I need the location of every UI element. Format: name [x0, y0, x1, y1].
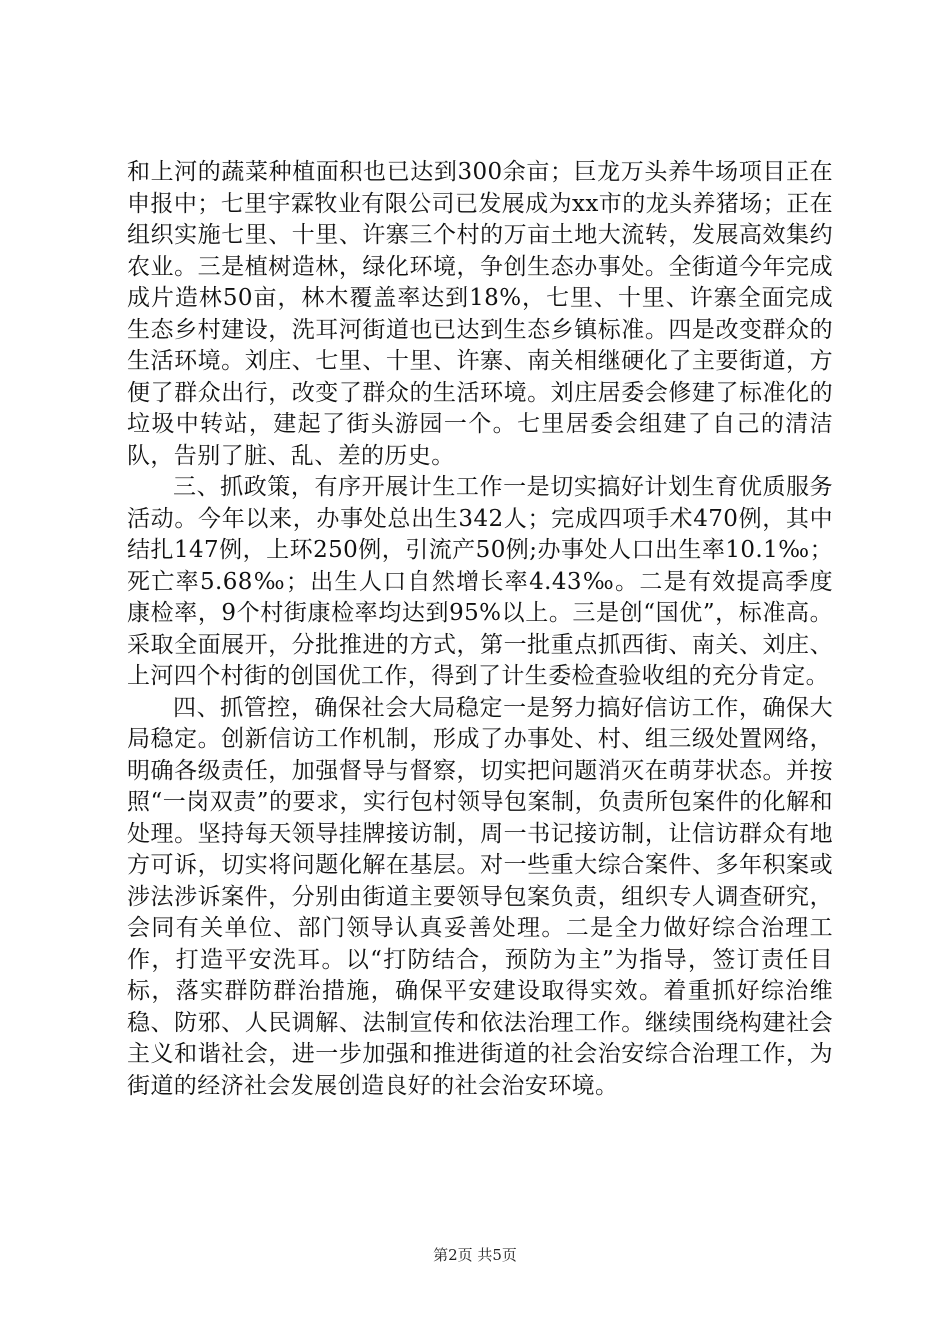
- paragraph-family-planning: 三、抓政策，有序开展计生工作一是切实搞好计划生育优质服务活动。今年以来，办事处总出生342人；完成四项手术470例，其中结扎147例，上环250例，引流产50例;办事处人口出生率10.1‰；死亡率5.68‰；出生人口自然增长率4.43‰。二是有效提高季度康检率，9个村街康检率均达到95%以上。三是创“国优”，标准高。采取全面展开，分批推进的方式，第一批重点抓西街、南关、刘庄、上河四个村街的创国优工作，得到了计生委检查验收组的充分肯定。: [127, 474, 833, 689]
- paragraph-environment: 和上河的蔬菜种植面积也已达到300余亩；巨龙万头养牛场项目正在申报中；七里宇霖牧业有限公司已发展成为xx市的龙头养猪场；正在组织实施七里、十里、许寨三个村的万亩土地大流转，发展高效集约农业。三是植树造林，绿化环境，争创生态办事处。全街道今年完成成片造林50亩，林木覆盖率达到18%，七里、十里、许寨全面完成生态乡村建设，洗耳河街道也已达到生态乡镇标准。四是改变群众的生活环境。刘庄、七里、十里、许寨、南关相继硬化了主要街道，方便了群众出行，改变了群众的生活环境。刘庄居委会修建了标准化的垃圾中转站，建起了街头游园一个。七里居委会组建了自己的清洁队，告别了脏、乱、差的历史。: [127, 159, 833, 469]
- page-footer: 第2页 共5页: [433, 1246, 517, 1264]
- paragraph-social-stability: 四、抓管控，确保社会大局稳定一是努力搞好信访工作，确保大局稳定。创新信访工作机制，形成了办事处、村、组三级处置网络，明确各级责任，加强督导与督察，切实把问题消灭在萌芽状态。并按照“一岗双责”的要求，实行包村领导包案制，负责所包案件的化解和处理。坚持每天领导挂牌接访制，周一书记接访制，让信访群众有地方可诉，切实将问题化解在基层。对一些重大综合案件、多年积案或涉法涉诉案件，分别由街道主要领导包案负责，组织专人调查研究，会同有关单位、部门领导认真妥善处理。二是全力做好综合治理工作，打造平安洗耳。以“打防结合，预防为主”为指导，签订责任目标，落实群防群治措施，确保平安建设取得实效。着重抓好综治维稳、防邪、人民调解、法制宣传和依法治理工作。继续围绕构建社会主义和谐社会，进一步加强和推进街道的社会治安综合治理工作，为街道的经济社会发展创造良好的社会治安环境。: [127, 694, 833, 1099]
- document-body: [127, 157, 833, 1102]
